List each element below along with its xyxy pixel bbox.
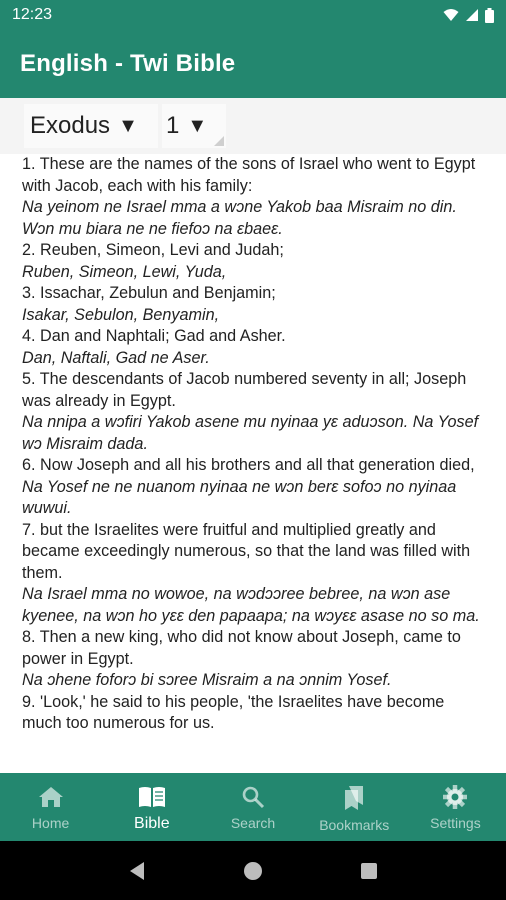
verse-english: 8. Then a new king, who did not know about Joseph, came to power in Egypt. — [22, 628, 461, 668]
verse-english: 7. but the Israelites were fruitful and multiplied greatly and became exceedingly numerous, so that the land was filled with them. — [22, 520, 471, 582]
nav-search[interactable] — [202, 773, 303, 841]
chevron-down-icon: ▼ — [187, 114, 208, 137]
verse-english: 2. Reuben, Simeon, Levi and Judah; — [22, 241, 284, 259]
chapter-text[interactable] — [0, 154, 506, 773]
verse-english: 4. Dan and Naphtali; Gad and Asher. — [22, 327, 286, 345]
verse-english: 1. These are the names of the sons of Israel who went to Egypt with Jacob, each with his family: — [22, 155, 476, 195]
gear-icon — [443, 785, 467, 809]
verse[interactable] — [22, 692, 488, 735]
book-icon — [137, 785, 167, 809]
app-bar — [0, 30, 506, 98]
book-dropdown[interactable] — [24, 104, 158, 148]
verse[interactable] — [22, 283, 488, 326]
verse-twi: Na ɔhene foforɔ bi sɔree Misraim a na ɔnnim Yosef. — [22, 671, 392, 689]
back-icon[interactable] — [128, 861, 146, 881]
verse-english: 6. Now Joseph and all his brothers and all that generation died, — [22, 456, 475, 474]
chevron-down-icon: ▼ — [118, 114, 138, 137]
verse[interactable] — [22, 520, 488, 628]
verse[interactable] — [22, 240, 488, 283]
nav-search-label: Search — [230, 815, 276, 831]
search-icon — [241, 785, 265, 809]
verse-twi: Isakar, Sebulon, Benyamin, — [22, 305, 220, 324]
verse-twi: Dan, Naftali, Gad ne Aser. — [22, 348, 210, 367]
verse-twi: Na yeinom ne Israel mma a wɔne Yakob baa Misraim no din. Wɔn mu biara ne ne fiefoɔ na ɛbaeɛ. — [22, 198, 457, 238]
nav-home[interactable] — [0, 773, 101, 841]
verse[interactable] — [22, 326, 488, 369]
verse[interactable] — [22, 627, 488, 692]
verse-twi: Ruben, Simeon, Lewi, Yuda, — [22, 262, 227, 281]
nav-bookmarks-label: Bookmarks — [319, 817, 390, 833]
nav-settings-label: Settings — [430, 815, 481, 831]
book-chapter-selector — [0, 98, 506, 154]
home-icon — [38, 785, 64, 809]
verse[interactable] — [22, 455, 488, 520]
status-bar — [0, 0, 506, 30]
home-circle-icon[interactable] — [243, 861, 263, 881]
chapter-selected-value: 1 — [166, 112, 180, 139]
verse-english: 5. The descendants of Jacob numbered seventy in all; Joseph was already in Egypt. — [22, 370, 467, 410]
nav-bible-label: Bible — [134, 815, 170, 832]
nav-home-label: Home — [31, 815, 70, 831]
wifi-icon — [443, 8, 459, 22]
bottom-navigation — [0, 773, 506, 841]
app-title: English - Twi Bible — [20, 50, 236, 77]
verse-twi: Na Israel mma no wowoe, na wɔdɔɔree bebree, na wɔn ase kyenee, na wɔn ho yɛɛ den papaapa; na wɔyɛɛ asase no so ma. — [22, 585, 480, 625]
chapter-dropdown[interactable] — [162, 104, 226, 148]
system-navigation-bar — [0, 841, 506, 900]
status-icons — [443, 8, 494, 23]
nav-bookmarks[interactable] — [304, 773, 405, 841]
verse[interactable] — [22, 369, 488, 455]
battery-icon — [485, 8, 494, 23]
status-time: 12:23 — [12, 6, 53, 23]
nav-settings[interactable] — [405, 773, 506, 841]
nav-bible[interactable] — [101, 773, 202, 841]
book-selected-value: Exodus — [30, 112, 111, 139]
verse-twi: Na nnipa a wɔfiri Yakob asene mu nyinaa yɛ aduɔson. Na Yosef wɔ Misraim dada. — [22, 413, 479, 453]
verse-english: 9. 'Look,' he said to his people, 'the Israelites have become much too numerous for us. — [22, 692, 445, 732]
verse[interactable] — [22, 154, 488, 240]
signal-icon — [465, 8, 479, 22]
verse-english: 3. Issachar, Zebulun and Benjamin; — [22, 284, 276, 302]
recents-icon[interactable] — [360, 862, 378, 880]
bookmarks-icon — [341, 785, 367, 811]
verse-twi: Na Yosef ne ne nuanom nyinaa ne wɔn berɛ sofoɔ no nyinaa wuwui. — [22, 477, 457, 517]
spinner-corner-decoration — [214, 136, 224, 146]
